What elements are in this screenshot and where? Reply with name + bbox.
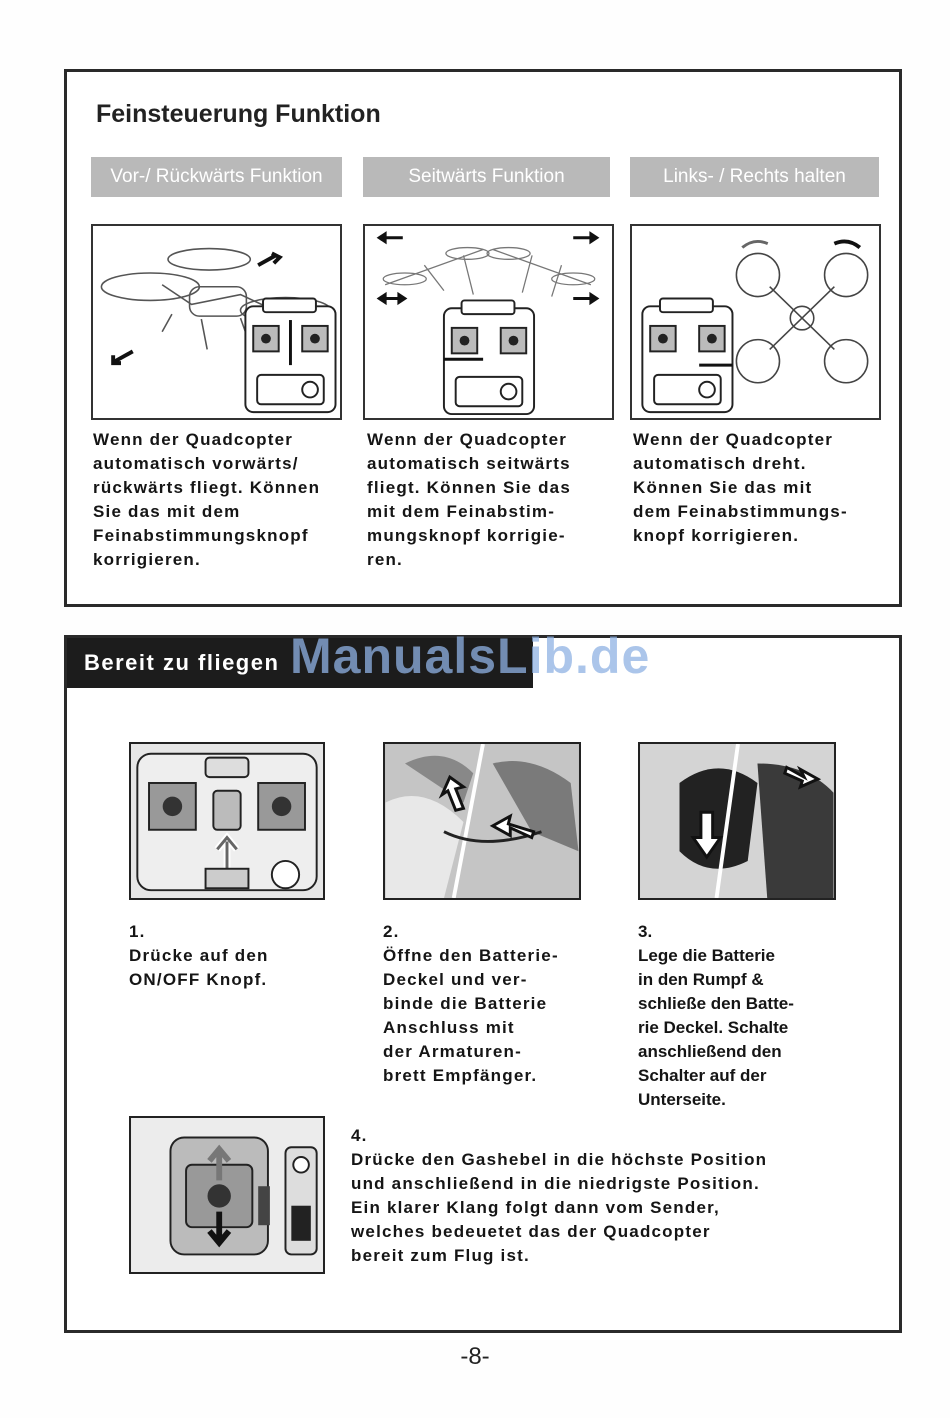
photo-throttle-stick: [129, 1116, 325, 1274]
tab-sideways: Seitwärts Funktion: [363, 157, 610, 197]
ready-to-fly-panel: [64, 635, 902, 1333]
tab-forward-backward: Vor-/ Rückwärts Funktion: [91, 157, 342, 197]
section-title-ready-to-fly: Bereit zu fliegen: [67, 638, 533, 688]
description-rotation: Wenn der Quadcopter automatisch dreht. Können Sie das mit dem Feinabstimmungs- knopf korrigieren.: [633, 430, 848, 545]
quadcopter-forward-backward-image: [93, 226, 340, 418]
illustration-sideways: [363, 224, 614, 420]
photo-on-off-button: [129, 742, 325, 900]
quadcopter-rotation-image: [632, 226, 879, 418]
tab-rotation-hold: Links- / Rechts halten: [630, 157, 879, 197]
step-1-text: 1. Drücke auf den ON/OFF Knopf.: [129, 922, 269, 989]
photo-battery-connect: [383, 742, 581, 900]
description-sideways: Wenn der Quadcopter automatisch seitwärts fliegt. Können Sie das mit dem Feinabstim- mungsknopf korrigie- ren.: [367, 430, 571, 569]
page-number: -8-: [460, 1343, 490, 1370]
step-2-text: 2. Öffne den Batterie- Deckel und ver- binde die Batterie Anschluss mit der Armaturen- brett Empfänger.: [383, 922, 559, 1085]
quadcopter-sideways-image: [365, 226, 612, 418]
watermark-logo: ManualsLib.de: [290, 628, 651, 684]
photo-battery-insert: [638, 742, 836, 900]
section-title-fine-tuning: Feinsteuerung Funktion: [96, 100, 381, 128]
illustration-rotation: [630, 224, 881, 420]
step-3-text: 3. Lege die Batterie in den Rumpf & schließe den Batte- rie Deckel. Schalte anschließend den Schalter auf der Unterseite.: [638, 922, 794, 1109]
fine-tuning-panel: [64, 69, 902, 607]
description-forward-backward: Wenn der Quadcopter automatisch vorwärts/ rückwärts fliegt. Können Sie das mit dem Feinabstimmungsknopf korrigieren.: [93, 430, 321, 569]
step-4-text: 4. Drücke den Gashebel in die höchste Position und anschließend in die niedrigste Position. Ein klarer Klang folgt dann vom Sender, welches bedeuetet das der Quadcopter bereit zum Flug ist.: [351, 1126, 768, 1265]
illustration-forward-backward: [91, 224, 342, 420]
